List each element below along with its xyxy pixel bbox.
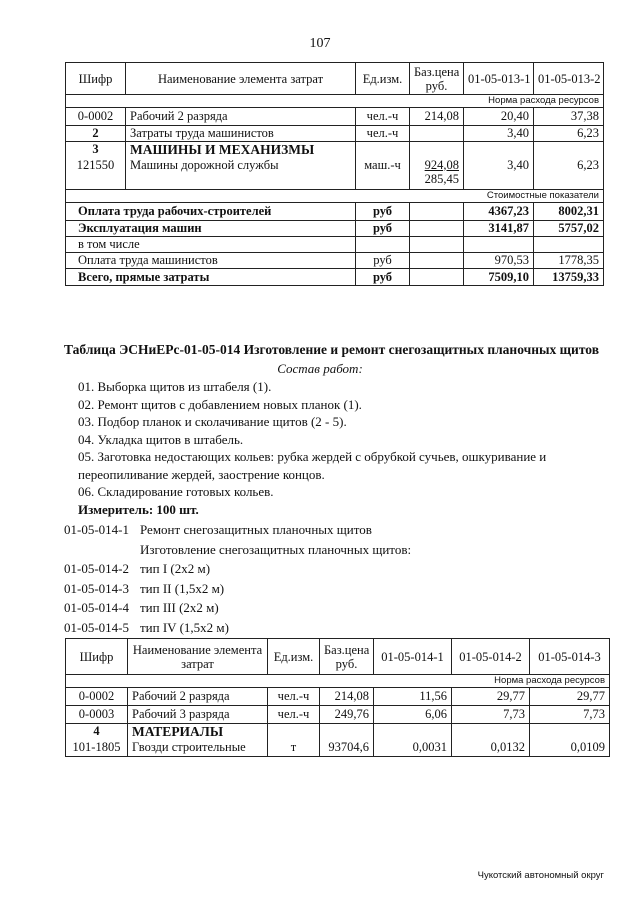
cost-value: 5757,02: [534, 221, 604, 237]
cell-price: 249,76: [320, 706, 374, 724]
header-unit: Ед.изм.: [268, 639, 320, 675]
table-row: [66, 108, 604, 126]
code-id: 01-05-014-2: [64, 561, 129, 576]
cost-value: 1778,35: [534, 253, 604, 269]
cost-unit: руб: [356, 253, 410, 269]
cell-unit: маш.-ч: [356, 158, 410, 190]
header-col1: 01-05-014-1: [374, 639, 452, 675]
codes-list: [64, 520, 411, 637]
code-id: 01-05-014-1: [64, 522, 129, 537]
cell-value: 6,06: [374, 706, 452, 724]
table-row: [66, 706, 610, 724]
code-desc: тип I (2х2 м): [140, 561, 211, 576]
header-code: Шифр: [66, 639, 128, 675]
cell-price: 93704,6: [320, 740, 374, 757]
code-desc: тип III (2х2 м): [140, 600, 219, 615]
cost-name: Оплата труда рабочих-строителей: [66, 203, 356, 221]
table-row: [66, 158, 604, 190]
resource-table-013: [65, 62, 604, 286]
cell-unit: чел.-ч: [268, 688, 320, 706]
cell-code: 0-0002: [66, 108, 126, 126]
header-price: Баз.цена руб.: [410, 63, 464, 95]
cost-name: Всего, прямые затраты: [66, 269, 356, 286]
header-unit: Ед.изм.: [356, 63, 410, 95]
table-header-row: [66, 63, 604, 95]
cost-value: 7509,10: [464, 269, 534, 286]
header-code: Шифр: [66, 63, 126, 95]
header-price: Баз.цена руб.: [320, 639, 374, 675]
code-id: 01-05-014-4: [64, 600, 129, 615]
cell-value: 29,77: [530, 688, 610, 706]
table-header-row: [66, 639, 610, 675]
code-desc: тип II (1,5х2 м): [140, 580, 225, 596]
cell-name: Затраты труда машинистов: [126, 126, 356, 142]
cell-name: Машины дорожной службы: [126, 158, 356, 190]
cell-value: 6,23: [534, 158, 604, 190]
cell-price: 214,08: [320, 688, 374, 706]
cell-value: 7,73: [530, 706, 610, 724]
cost-value: [464, 237, 534, 253]
cell-name: Гвозди строительные: [128, 740, 268, 757]
cost-row: [66, 253, 604, 269]
table-row: [66, 126, 604, 142]
section-number: 4: [66, 724, 128, 740]
code-desc: Ремонт снегозащитных планочных щитов: [140, 522, 372, 537]
cost-unit: руб: [356, 221, 410, 237]
table-title: Таблица ЭСНиЕРс-01-05-014 Изготовление и ремонт снегозащитных планочных щитов: [64, 342, 599, 357]
cost-value: 3141,87: [464, 221, 534, 237]
header-col3: 01-05-014-3: [530, 639, 610, 675]
cell-value: 6,23: [534, 126, 604, 142]
cell-unit: т: [268, 740, 320, 757]
cost-value: [534, 237, 604, 253]
cost-unit: руб: [356, 269, 410, 286]
cost-label: Стоимостные показатели: [66, 190, 604, 203]
work-item: 05. Заготовка недостающих кольев: рубка жердей с обрубкой сучьев, ошкуривание и: [78, 449, 547, 464]
cost-unit: руб: [356, 203, 410, 221]
cell-unit: чел.-ч: [268, 706, 320, 724]
cell-value: 37,38: [534, 108, 604, 126]
composition-label: Состав работ:: [277, 361, 363, 376]
cell-price: 214,08: [410, 108, 464, 126]
work-item: 03. Подбор планок и сколачивание щитов (2 - 5).: [78, 414, 347, 429]
header-name: Наименование элемента затрат: [126, 63, 356, 95]
norm-label: Норма расхода ресурсов: [66, 95, 604, 108]
section-header-row: [66, 142, 604, 158]
section-number: 3: [66, 142, 126, 158]
code-row: [64, 618, 411, 638]
cost-value: 13759,33: [534, 269, 604, 286]
cost-row: [66, 237, 604, 253]
code-row: [64, 579, 411, 599]
section-title: МАТЕРИАЛЫ: [128, 724, 268, 740]
section-header-row: [66, 724, 610, 740]
header-col1: 01-05-013-1: [464, 63, 534, 95]
table-row: [66, 740, 610, 757]
cell-value: 0,0132: [452, 740, 530, 757]
cell-value: 3,40: [464, 126, 534, 142]
work-item: 02. Ремонт щитов с добавлением новых планок (1).: [78, 396, 362, 412]
price-main: 924,08: [424, 157, 459, 172]
code-desc: тип IV (1,5х2 м): [140, 619, 229, 635]
code-row: [64, 559, 411, 579]
cell-value: 0,0031: [374, 740, 452, 757]
table-row: [66, 688, 610, 706]
cell-code: 101-1805: [66, 740, 128, 757]
code-desc: Изготовление снегозащитных планочных щитов:: [140, 541, 412, 557]
price-secondary: 285,45: [424, 171, 459, 186]
cell-code: 0-0002: [66, 688, 128, 706]
cell-price: [410, 158, 464, 190]
page-number: 107: [309, 36, 331, 51]
cell-value: 3,40: [464, 158, 534, 190]
section-title: МАШИНЫ И МЕХАНИЗМЫ: [126, 142, 356, 158]
footer-region: Чукотский автономный округ: [477, 870, 604, 881]
header-col2: 01-05-013-2: [534, 63, 604, 95]
cell-name: Рабочий 2 разряда: [126, 108, 356, 126]
norm-label: Норма расхода ресурсов: [66, 675, 610, 688]
cost-row: [66, 269, 604, 286]
cost-value: 4367,23: [464, 203, 534, 221]
cell-value: 29,77: [452, 688, 530, 706]
cost-value: 970,53: [464, 253, 534, 269]
code-id: [64, 540, 140, 560]
cell-unit: чел.-ч: [356, 108, 410, 126]
cell-value: 0,0109: [530, 740, 610, 757]
cost-name: Эксплуатация машин: [66, 221, 356, 237]
work-item: 01. Выборка щитов из штабеля (1).: [78, 379, 272, 394]
resource-table-014: [65, 638, 610, 757]
cost-row: [66, 221, 604, 237]
cost-unit: [356, 237, 410, 253]
cell-code: 121550: [66, 158, 126, 190]
cell-name: Рабочий 2 разряда: [128, 688, 268, 706]
code-row: [64, 540, 411, 560]
cost-name: в том числе: [66, 237, 356, 253]
code-id: 01-05-014-5: [64, 619, 129, 635]
cell-name: Рабочий 3 разряда: [128, 706, 268, 724]
work-item: 04. Укладка щитов в штабель.: [78, 431, 244, 447]
code-row: [64, 520, 411, 540]
code-row: [64, 598, 411, 618]
cell-code: 2: [66, 126, 126, 142]
code-id: 01-05-014-3: [64, 580, 129, 596]
cell-value: 11,56: [374, 688, 452, 706]
header-name: Наименование элемента затрат: [128, 639, 268, 675]
cost-row: [66, 203, 604, 221]
cost-value: 8002,31: [534, 203, 604, 221]
work-item: переопиливание жердей, заострение концов.: [78, 466, 325, 482]
work-item: 06. Складирование готовых кольев.: [78, 484, 274, 499]
cell-value: 7,73: [452, 706, 530, 724]
cell-value: 20,40: [464, 108, 534, 126]
cell-code: 0-0003: [66, 706, 128, 724]
works-list: [78, 378, 578, 501]
cost-name: Оплата труда машинистов: [66, 253, 356, 269]
measure-unit: Измеритель: 100 шт.: [78, 502, 199, 517]
cell-unit: чел.-ч: [356, 126, 410, 142]
cell-price: [410, 126, 464, 142]
header-col2: 01-05-014-2: [452, 639, 530, 675]
